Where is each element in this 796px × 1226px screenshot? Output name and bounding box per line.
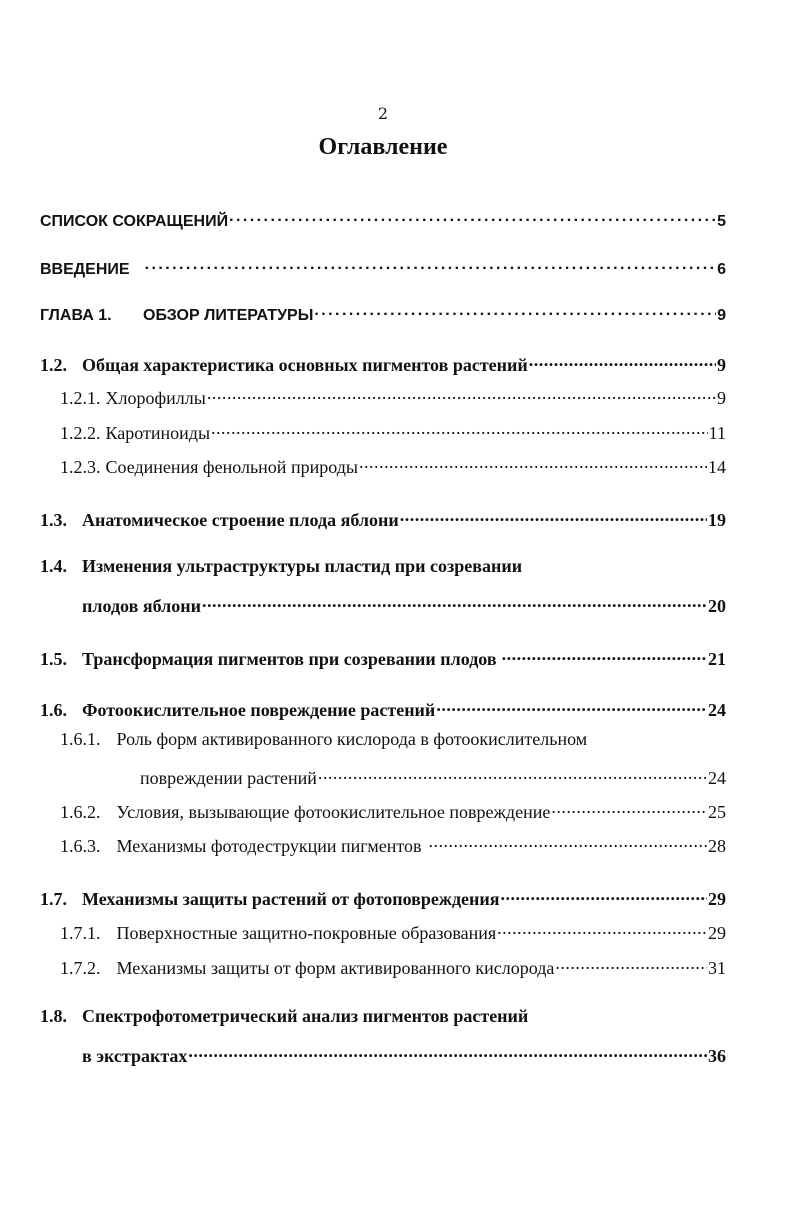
toc-entry-label: Соединения фенольной природы xyxy=(105,456,358,477)
toc-entry-page: 25 xyxy=(708,801,726,822)
toc-entry-label: Условия, вызывающие фотоокислительное повреждение xyxy=(116,801,551,822)
toc-entry-1-5[interactable] xyxy=(40,644,726,670)
leader-dots xyxy=(400,505,707,526)
toc-entry-1-2-2[interactable] xyxy=(60,418,726,444)
toc-entry-label: Спектрофотометрический анализ пигментов растений xyxy=(82,1006,529,1026)
leader-dots xyxy=(145,256,717,274)
toc-entry-number: 1.6.2. xyxy=(60,801,101,822)
toc-entry-number: 1.2.3. xyxy=(60,456,101,477)
page-title: Оглавление xyxy=(318,134,448,160)
toc-entry-number: 1.6.3. xyxy=(60,835,101,856)
leader-dots xyxy=(529,350,716,371)
toc-entry-label-continued: в экстрактах xyxy=(82,1045,188,1066)
toc-entry-page: 11 xyxy=(708,422,726,443)
leader-dots xyxy=(359,452,707,473)
toc-entry-page: 29 xyxy=(708,888,726,909)
leader-dots xyxy=(211,418,708,439)
toc-entry-page: 24 xyxy=(708,767,726,788)
toc-entry-1-2[interactable] xyxy=(40,350,726,376)
toc-entry-number: 1.3. xyxy=(40,509,67,530)
leader-dots xyxy=(202,591,707,612)
toc-entry-1-7-1[interactable] xyxy=(60,918,726,944)
toc-entry-label: Трансформация пигментов при созревании плодов xyxy=(82,648,497,669)
toc-entry-label: Механизмы защиты растений от фотоповреждения xyxy=(82,888,500,909)
toc-entry-page: 36 xyxy=(708,1045,726,1066)
toc-entry-page: 29 xyxy=(708,922,726,943)
toc-entry-page: 24 xyxy=(708,699,726,720)
leader-dots xyxy=(314,302,716,320)
leader-dots xyxy=(497,918,707,939)
toc-entry-1-3[interactable] xyxy=(40,505,726,531)
leader-dots xyxy=(551,797,707,818)
leader-dots xyxy=(188,1041,707,1062)
toc-entry-label: ОБЗОР ЛИТЕРАТУРЫ xyxy=(143,307,314,325)
toc-entry-label: Каротиноиды xyxy=(105,422,211,443)
toc-entry-1-6[interactable] xyxy=(40,695,726,721)
toc-entry-label-continued: повреждении растений xyxy=(140,767,317,788)
toc-entry-label: Поверхностные защитно-покровные образования xyxy=(116,922,497,943)
toc-entry-number: 1.7. xyxy=(40,888,67,909)
toc-entry-1-4-line1[interactable] xyxy=(40,556,522,577)
leader-dots xyxy=(502,644,707,665)
toc-entry-1-2-3[interactable] xyxy=(60,452,726,478)
toc-entry-label: Фотоокислительное повреждение растений xyxy=(82,699,436,720)
leader-dots xyxy=(436,695,707,716)
toc-entry-1-4[interactable] xyxy=(82,591,726,617)
leader-dots xyxy=(501,884,707,905)
toc-entry-page: 9 xyxy=(717,307,726,325)
toc-entry-1-2-1[interactable] xyxy=(60,383,726,409)
toc-entry-page: 28 xyxy=(708,835,726,856)
toc-entry-number: ГЛАВА 1. xyxy=(40,307,112,325)
leader-dots xyxy=(229,208,716,226)
toc-entry-1-7[interactable] xyxy=(40,884,726,910)
toc-entry-abbreviations[interactable] xyxy=(40,208,726,231)
toc-entry-page: 9 xyxy=(717,354,726,375)
toc-entry-1-7-2[interactable] xyxy=(60,953,726,979)
leader-dots xyxy=(318,763,707,784)
leader-dots xyxy=(429,831,707,852)
toc-entry-label: Хлорофиллы xyxy=(105,387,206,408)
toc-entry-page: 5 xyxy=(717,213,726,231)
toc-entry-label: СПИСОК СОКРАЩЕНИЙ xyxy=(40,213,229,231)
toc-entry-1-8[interactable] xyxy=(82,1041,726,1067)
toc-entry-label-continued: плодов яблони xyxy=(82,595,201,616)
toc-entry-page: 20 xyxy=(708,595,726,616)
toc-entry-introduction[interactable] xyxy=(40,256,726,279)
toc-entry-label: Общая характеристика основных пигментов растений xyxy=(82,354,528,375)
toc-entry-label: Изменения ультраструктуры пластид при созревании xyxy=(82,556,523,576)
toc-entry-label: Механизмы фотодеструкции пигментов xyxy=(116,835,422,856)
toc-entry-number: 1.2. xyxy=(40,354,67,375)
leader-dots xyxy=(207,383,716,404)
toc-entry-1-6-1-line1[interactable] xyxy=(60,729,587,750)
leader-dots xyxy=(555,953,707,974)
toc-entry-page: 6 xyxy=(717,261,726,279)
toc-entry-1-6-2[interactable] xyxy=(60,797,726,823)
toc-entry-1-6-3[interactable] xyxy=(60,831,726,857)
toc-entry-number: 1.6. xyxy=(40,699,67,720)
toc-entry-page: 19 xyxy=(708,509,726,530)
toc-entry-page: 31 xyxy=(708,957,726,978)
page-number: 2 xyxy=(377,104,389,123)
toc-entry-label: Механизмы защиты от форм активированного кислорода xyxy=(116,957,555,978)
toc-entry-number: 1.2.2. xyxy=(60,422,101,443)
toc-entry-chapter-1[interactable] xyxy=(40,302,726,325)
toc-entry-label: ВВЕДЕНИЕ xyxy=(40,261,130,279)
toc-entry-page: 14 xyxy=(708,456,726,477)
toc-entry-page: 9 xyxy=(717,387,726,408)
toc-entry-label: Анатомическое строение плода яблони xyxy=(82,509,399,530)
toc-entry-1-6-1[interactable] xyxy=(140,763,726,789)
toc-entry-number: 1.5. xyxy=(40,648,67,669)
toc-entry-number: 1.2.1. xyxy=(60,387,101,408)
toc-entry-number: 1.7.2. xyxy=(60,957,101,978)
toc-entry-number: 1.8. xyxy=(40,1006,67,1026)
toc-entry-number: 1.6.1. xyxy=(60,729,101,749)
toc-entry-1-8-line1[interactable] xyxy=(40,1006,528,1027)
toc-entry-page: 21 xyxy=(708,648,726,669)
toc-entry-label: Роль форм активированного кислорода в фотоокислительном xyxy=(116,729,588,749)
toc-entry-number: 1.7.1. xyxy=(60,922,101,943)
toc-entry-number: 1.4. xyxy=(40,556,67,576)
